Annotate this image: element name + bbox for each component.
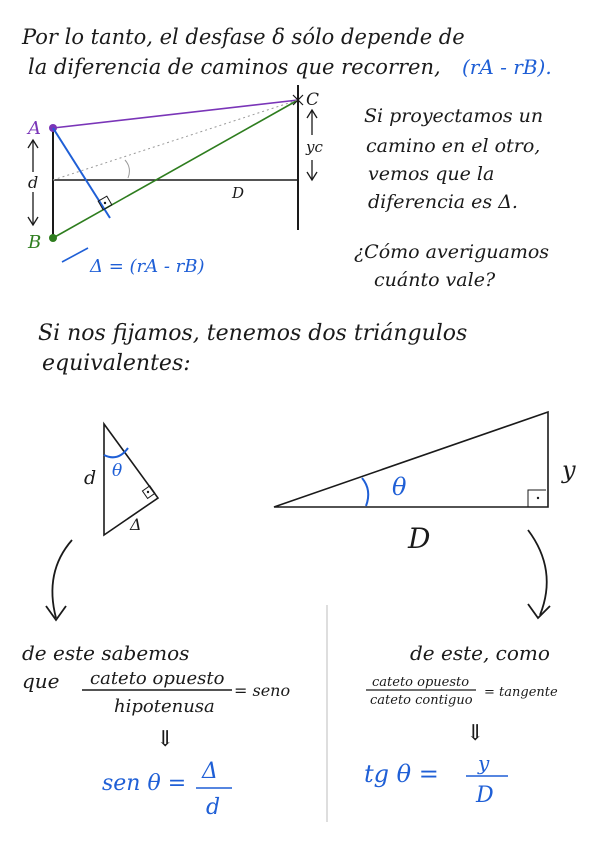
triangles-text-line-1: Si nos fijamos, tenemos dos triángulos — [38, 321, 468, 346]
question-line-1: ¿Cómo averiguamos — [354, 241, 550, 263]
top-figure — [28, 85, 320, 262]
label-c: C — [306, 90, 320, 110]
delta-equation: Δ = (rA - rB) — [90, 256, 205, 277]
intro-formula: (rA - rB). — [462, 55, 552, 79]
label-yc: yc — [306, 138, 323, 156]
right-curved-arrow — [528, 530, 547, 615]
right-conclusion-line-1: de este, como — [410, 641, 550, 665]
left-result-denominator: d — [206, 795, 221, 820]
left-result-lhs: sen θ = — [102, 771, 187, 796]
big-triangle-label-D: D — [408, 522, 431, 555]
side-note-line-4: diferencia es Δ. — [368, 191, 518, 213]
side-note-line-2: camino en el otro, — [366, 135, 541, 157]
right-result-lhs: tg θ = — [364, 760, 439, 788]
label-D: D — [232, 184, 245, 202]
left-down-arrow: ⇓ — [156, 727, 175, 752]
left-fraction-denominator: hipotenusa — [114, 696, 215, 717]
left-result-numerator: Δ — [202, 759, 218, 784]
big-triangle — [274, 412, 548, 507]
label-a: A — [28, 118, 41, 139]
left-fraction-numerator: cateto opuesto — [90, 668, 225, 689]
small-triangle-label-d: d — [84, 467, 97, 489]
triangles-text-line-2: equivalentes: — [42, 351, 191, 376]
left-conclusion-line-1: de este sabemos — [22, 641, 190, 665]
right-fraction-numerator: cateto opuesto — [372, 675, 470, 690]
label-d: d — [28, 173, 39, 192]
left-conclusion-line-2: que — [22, 669, 60, 693]
intro-line-2: la diferencia de caminos que recorren, — [28, 55, 441, 79]
side-note-line-3: vemos que la — [368, 163, 495, 185]
right-result-numerator: y — [478, 751, 490, 775]
left-equals-seno: = seno — [234, 681, 291, 700]
big-triangle-label-theta: θ — [392, 473, 407, 501]
intro-line-1: Por lo tanto, el desfase δ sólo depende de — [22, 25, 465, 49]
small-triangle-label-theta: θ — [112, 461, 123, 481]
right-equals-tangente: = tangente — [484, 685, 558, 700]
right-down-arrow: ⇓ — [466, 721, 485, 746]
small-triangle-label-delta: Δ — [130, 515, 142, 534]
big-triangle-label-y: y — [562, 456, 576, 484]
left-curved-arrow — [52, 540, 72, 618]
right-fraction-denominator: cateto contiguo — [370, 693, 473, 708]
side-note-line-1: Si proyectamos un — [364, 105, 544, 127]
right-result-denominator: D — [476, 783, 494, 808]
question-line-2: cuánto vale? — [374, 269, 496, 291]
label-b: B — [28, 232, 42, 253]
